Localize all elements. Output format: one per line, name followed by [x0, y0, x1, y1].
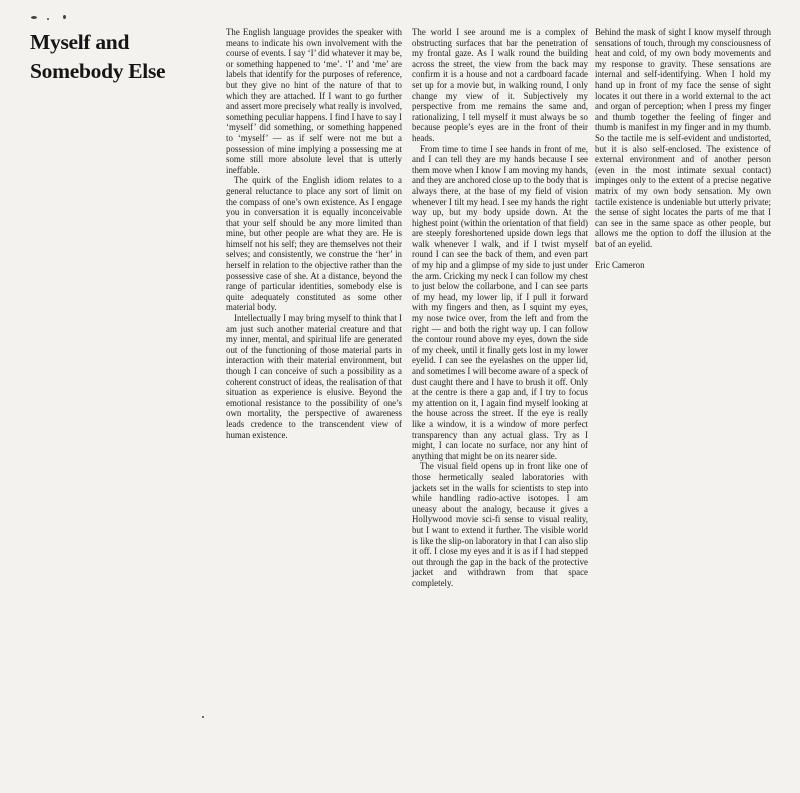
paragraph: From time to time I see hands in front of me, and I can tell they are my hands because I see them move when I know I am moving my hands, and they are anchored close up to the body that is always there, at the base of my field of vision whenever I tilt my head. I see my hands the right way up, but my body upside down. At the highest point (within the orientation of that field) are steeply foreshortened upside down legs that walk whenever I walk, and if I twist myself round I can see the back of them, and even part of my hip and a glimpse of my side to just under the arm. Cricking my neck I can follow my chest to just below the collarbone, and I can see parts of my head, my lower lip, if I pull it forward with my fingers and then, as I squint my eyes, my nose twice over, from the left and from the right — and both the right way up. I can follow the contour round above my eyes, down the side of my cheek, until it finally gets lost in my lower eyelid. I can see the eyelashes on the upper lid, and sometimes I will become aware of a speck of dust caught there and I have to brush it off. Only at the centre is there a gap and, if I try to focus my attention on it, I again find myself looking at the house across the street. If the eye is really like a window, it is a window of more perfect transparency than any actual glass. Try as I might, I can locate no surface, nor any hint of anything that might be on its nearer side.	[412, 143, 588, 461]
text-column-2	[412, 27, 588, 588]
text-column-3	[595, 27, 771, 271]
paragraph: The visual field opens up in front like one of those hermetically sealed laboratories with jackets set in the walls for scientists to step into while handling radio-active isotopes. I am uneasy about the analogy, because it gives a Hollywood movie sci-fi sense to visual reality, but I want to extend it further. The visible world is like the slip-on laboratory in that I can also slip it off. I close my eyes and it is as if I had stepped out through the gap in the back of the protective jacket and withdrawn from that space completely.	[412, 461, 588, 588]
title-line-1: Myself and	[30, 30, 130, 54]
paragraph: Behind the mask of sight I know myself through sensations of touch, through my consciousness of heat and cold, of my own body movements and my response to gravity. These sensations are internal and self-identifying. When I hold my hand up in front of my face the sense of sight locates it out there in a world external to the act and organ of perception; when I press my finger and thumb together the feeling of finger and thumb is manifest in my finger and in my thumb. So the tactile me is self-evident and undistorted, but it is also self-enclosed. The existence of external environment and of another person (even in the most intimate sexual contact) impinges only to the extent of a precise negative matrix of my own body sensation. My own tactile existence is undeniable but utterly private; the sense of sight locates the parts of me that I can see in the same space as other people, but allows me the option to doff the illusion at the bat of an eyelid.	[595, 27, 771, 249]
paragraph: The English language provides the speaker with means to indicate his own involvement with the course of events. I say ‘I’ did whatever it may be, or something happened to ‘me’. ‘I’ and ‘me’ are labels that identify for the purposes of reference, but they give no hint of the nature of that to which they are attached. If I want to go further and assert more precisely what really is involved, something peculiar happens. I find I have to say I ‘myself’ did something, or something happened to ‘myself’ — as if self were not me but a possession of mine implying a possessing me at some still more absolute level that is utterly ineffable.	[226, 27, 402, 175]
article-title	[30, 28, 210, 86]
ink-speck	[202, 716, 204, 718]
paragraph: Intellectually I may bring myself to think that I am just such another material creature and that my inner, mental, and spiritual life are generated out of the functioning of those material parts in interaction with their material environment, but though I can conceive of such a possibility as a coherent construct of ideas, the realisation of that situation as experience is elusive. Beyond the emotional resistance to the possibility of one’s own mortality, the perspective of awareness leads credence to the transcendent view of human existence.	[226, 313, 402, 440]
author-signature: Eric Cameron	[595, 260, 645, 271]
text-column-1	[226, 27, 402, 440]
paragraph: The quirk of the English idiom relates to a general reluctance to place any sort of limit on the compass of one’s own existence. As I engage you in conversation it is equally inconceivable that your self should be any more limited than mine, but other people are what they are. He is himself not his self; they are themselves not their selves; and consistently, we construe the ‘her’ in herself in relation to the objective rather than the possessive case of she. At a distance, beyond the range of particular identities, somebody else is quite adequately constituted as some other material body.	[226, 175, 402, 313]
paragraph: The world I see around me is a complex of obstructing surfaces that bar the penetration of my frontal gaze. As I walk round the building across the street, the view from the back may confirm it is a house and not a cardboard facade set up for a movie but, in walking round, I only change my view of it. Subjectively my perspective from me remains the same and, rationalizing, I tell myself it must always be so because people’s eyes are in the front of their heads.	[412, 27, 588, 143]
ink-speck	[47, 18, 49, 20]
ink-speck	[63, 15, 66, 19]
ink-speck	[31, 16, 37, 19]
title-line-2: Somebody Else	[30, 59, 166, 83]
